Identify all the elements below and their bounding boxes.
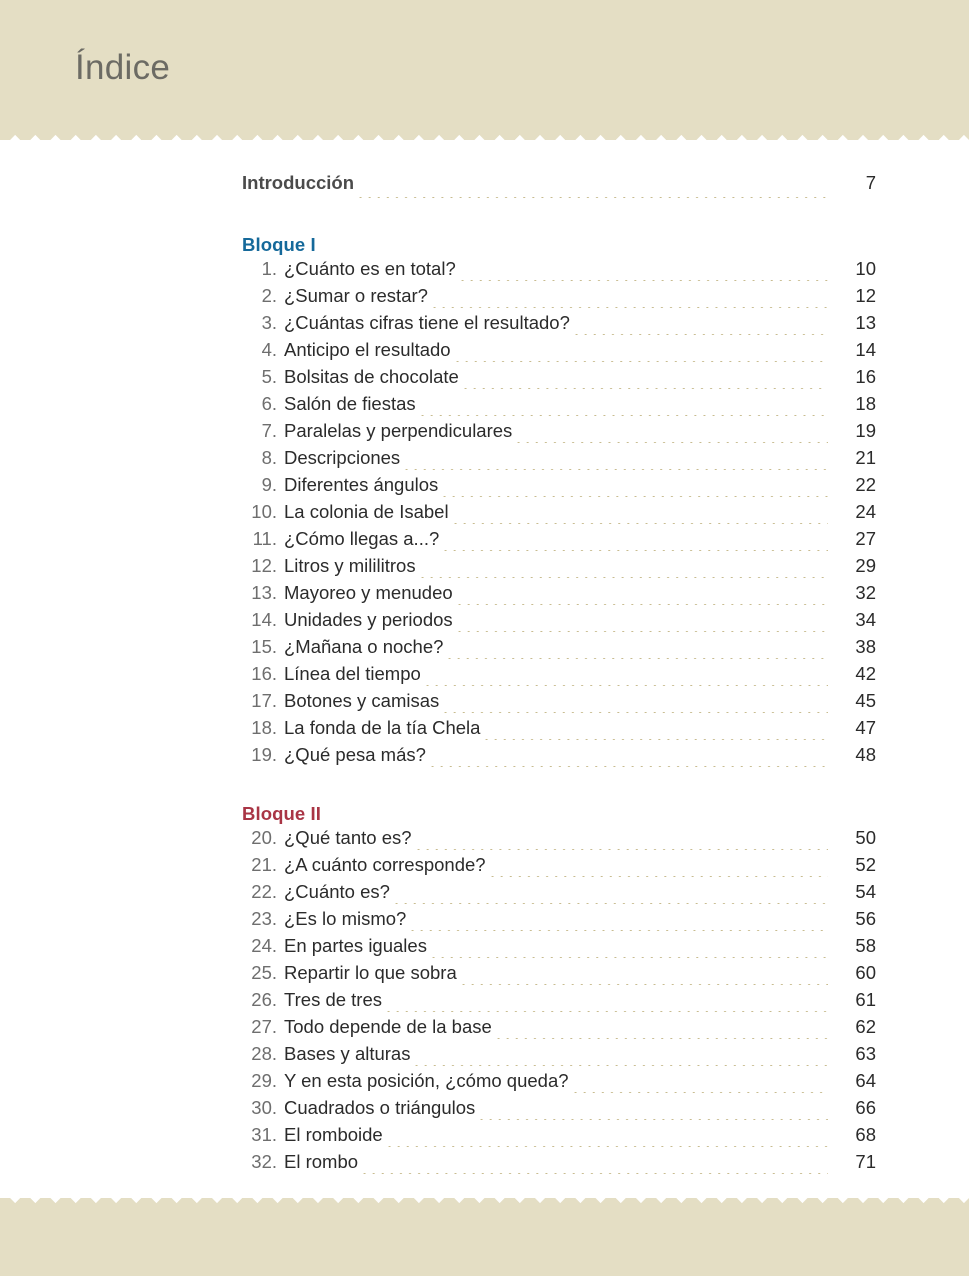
toc-entry-page: 27 [855, 528, 876, 549]
toc-entry-6[interactable] [242, 393, 876, 420]
dot-leader [572, 334, 828, 335]
page-footer-band [0, 1210, 969, 1276]
dot-leader [412, 1065, 828, 1066]
toc-entry-number: 14. [251, 609, 277, 630]
toc-entry-number: 29. [251, 1070, 277, 1091]
toc-entry-number: 12. [251, 555, 277, 576]
section-spacer [242, 771, 876, 800]
dot-leader [488, 876, 828, 877]
toc-entry-title: ¿Cuántas cifras tiene el resultado? [284, 312, 570, 333]
toc-entry-2[interactable] [242, 285, 876, 312]
toc-entry-1[interactable] [242, 258, 876, 285]
toc-entry-page: 60 [855, 962, 876, 983]
toc-entry-number: 5. [261, 366, 277, 387]
toc-entry-number: 26. [251, 989, 277, 1010]
toc-entry-number: 28. [251, 1043, 277, 1064]
toc-entry-title: Y en esta posición, ¿cómo queda? [284, 1070, 569, 1091]
toc-entry-number: 7. [261, 420, 277, 441]
toc-entry-title: Cuadrados o triángulos [284, 1097, 476, 1118]
section-spacer [242, 202, 876, 231]
dot-leader [384, 1011, 828, 1012]
toc-entry-number: 30. [251, 1097, 277, 1118]
toc-entry-title: El rombo [284, 1151, 359, 1172]
toc-entry-number: 13. [251, 582, 277, 603]
toc-entry-20[interactable] [242, 827, 876, 854]
toc-entry-title: Diferentes ángulos [284, 474, 439, 495]
page-title: Índice [75, 48, 171, 87]
toc-entry-title: Botones y camisas [284, 690, 440, 711]
toc-entry-9[interactable] [242, 474, 876, 501]
toc-entry-32[interactable] [242, 1151, 876, 1178]
toc-entry-14[interactable] [242, 609, 876, 636]
toc-entry-number: 27. [251, 1016, 277, 1037]
toc-entry-number: 19. [251, 744, 277, 765]
block-heading-2: Bloque II [242, 803, 322, 824]
dot-leader [445, 658, 828, 659]
dot-leader [402, 469, 828, 470]
dot-leader [440, 496, 828, 497]
toc-entry-number: 32. [251, 1151, 277, 1172]
toc-entry-10[interactable] [242, 501, 876, 528]
toc-entry-page: 61 [855, 989, 876, 1010]
toc-entry-number: 2. [261, 285, 277, 306]
dot-leader [441, 550, 828, 551]
dot-leader [451, 523, 828, 524]
dot-leader [458, 280, 828, 281]
toc-entry-title: Introducción [242, 172, 355, 193]
toc-entry-22[interactable] [242, 881, 876, 908]
dot-leader [418, 415, 828, 416]
toc-entry-page: 47 [855, 717, 876, 738]
toc-entry-title: Bases y alturas [284, 1043, 411, 1064]
toc-entry-page: 62 [855, 1016, 876, 1037]
dot-leader [428, 766, 828, 767]
toc-entry-page: 29 [855, 555, 876, 576]
toc-entry-31[interactable] [242, 1124, 876, 1151]
dot-leader [423, 685, 828, 686]
toc-entry-number: 16. [251, 663, 277, 684]
toc-entry-number: 3. [261, 312, 277, 333]
toc-entry-number: 6. [261, 393, 277, 414]
dot-leader [455, 631, 828, 632]
toc-entry-title: La fonda de la tía Chela [284, 717, 481, 738]
dot-leader [494, 1038, 828, 1039]
toc-entry-page: 42 [855, 663, 876, 684]
toc-entry-30[interactable] [242, 1097, 876, 1124]
toc-entry-number: 25. [251, 962, 277, 983]
toc-entry-page: 7 [865, 172, 876, 193]
dot-leader [453, 361, 828, 362]
toc-entry-number: 17. [251, 690, 277, 711]
toc-entry-number: 15. [251, 636, 277, 657]
toc-entry-introduccion[interactable] [242, 172, 876, 202]
toc-entry-page: 13 [855, 312, 876, 333]
toc-entry-title: Paralelas y perpendiculares [284, 420, 513, 441]
toc-entry-page: 22 [855, 474, 876, 495]
dot-leader [360, 1173, 828, 1174]
toc-entry-18[interactable] [242, 717, 876, 744]
dot-leader [571, 1092, 828, 1093]
toc-entry-11[interactable] [242, 528, 876, 555]
toc-entry-number: 1. [261, 258, 277, 279]
toc-entry-3[interactable] [242, 312, 876, 339]
toc-entry-26[interactable] [242, 989, 876, 1016]
toc-entry-28[interactable] [242, 1043, 876, 1070]
toc-entry-page: 38 [855, 636, 876, 657]
toc-entry-29[interactable] [242, 1070, 876, 1097]
toc-entry-title: ¿Cuánto es? [284, 881, 390, 902]
toc-entry-27[interactable] [242, 1016, 876, 1043]
toc-entry-title: Mayoreo y menudeo [284, 582, 453, 603]
dot-leader [461, 388, 828, 389]
toc-entry-number: 18. [251, 717, 277, 738]
dot-leader [430, 307, 828, 308]
toc-entry-title: ¿Qué pesa más? [284, 744, 426, 765]
dot-leader [482, 739, 828, 740]
footer-zigzag-divider [0, 1198, 969, 1210]
toc-entry-title: ¿Qué tanto es? [284, 827, 412, 848]
toc-entry-number: 22. [251, 881, 277, 902]
toc-entry-title: Tres de tres [284, 989, 383, 1010]
dot-leader [408, 930, 828, 931]
toc-entry-12[interactable] [242, 555, 876, 582]
toc-entry-15[interactable] [242, 636, 876, 663]
toc-entry-title: La colonia de Isabel [284, 501, 449, 522]
header-zigzag-divider [0, 128, 969, 140]
toc-entry-19[interactable] [242, 744, 876, 771]
toc-entry-7[interactable] [242, 420, 876, 447]
toc-entry-title: ¿Sumar o restar? [284, 285, 428, 306]
toc-entry-number: 20. [251, 827, 277, 848]
table-of-contents [242, 172, 876, 1178]
toc-entry-number: 8. [261, 447, 277, 468]
toc-entry-page: 12 [855, 285, 876, 306]
toc-entry-page: 54 [855, 881, 876, 902]
toc-entry-title: Bolsitas de chocolate [284, 366, 459, 387]
toc-entry-page: 14 [855, 339, 876, 360]
toc-entry-title: Todo depende de la base [284, 1016, 492, 1037]
dot-leader [429, 957, 828, 958]
toc-entry-title: ¿Es lo mismo? [284, 908, 407, 929]
block-heading-1: Bloque I [242, 234, 316, 255]
toc-entry-page: 66 [855, 1097, 876, 1118]
toc-entry-8[interactable] [242, 447, 876, 474]
toc-entry-page: 16 [855, 366, 876, 387]
toc-entry-5[interactable] [242, 366, 876, 393]
toc-entry-title: Unidades y periodos [284, 609, 453, 630]
toc-entry-page: 52 [855, 854, 876, 875]
toc-entry-title: El romboide [284, 1124, 383, 1145]
toc-entry-page: 19 [855, 420, 876, 441]
dot-leader [514, 442, 828, 443]
toc-entry-17[interactable] [242, 690, 876, 717]
toc-entry-page: 45 [855, 690, 876, 711]
toc-entry-page: 48 [855, 744, 876, 765]
toc-entry-title: ¿Mañana o noche? [284, 636, 444, 657]
toc-entry-4[interactable] [242, 339, 876, 366]
toc-entry-page: 50 [855, 827, 876, 848]
toc-entry-number: 31. [251, 1124, 277, 1145]
toc-entry-number: 11. [252, 528, 277, 549]
toc-entry-16[interactable] [242, 663, 876, 690]
toc-entry-title: Salón de fiestas [284, 393, 416, 414]
toc-entry-page: 56 [855, 908, 876, 929]
toc-entry-21[interactable] [242, 854, 876, 881]
toc-entry-title: ¿A cuánto corresponde? [284, 854, 486, 875]
dot-leader [418, 577, 828, 578]
dot-leader [455, 604, 828, 605]
toc-entry-page: 71 [855, 1151, 876, 1172]
toc-entry-title: Litros y mililitros [284, 555, 416, 576]
toc-entry-page: 34 [855, 609, 876, 630]
dot-leader [385, 1146, 828, 1147]
toc-entry-13[interactable] [242, 582, 876, 609]
toc-entry-23[interactable] [242, 908, 876, 935]
toc-entry-title: Descripciones [284, 447, 401, 468]
toc-entry-number: 23. [251, 908, 277, 929]
toc-entry-title: Anticipo el resultado [284, 339, 451, 360]
toc-entry-page: 63 [855, 1043, 876, 1064]
dot-leader [392, 903, 828, 904]
toc-entry-title: ¿Cuánto es en total? [284, 258, 456, 279]
toc-entry-title: En partes iguales [284, 935, 427, 956]
toc-entry-page: 24 [855, 501, 876, 522]
toc-entry-page: 64 [855, 1070, 876, 1091]
toc-entry-number: 10. [251, 501, 277, 522]
dot-leader [459, 984, 828, 985]
dot-leader [477, 1119, 828, 1120]
toc-entry-title: ¿Cómo llegas a...? [284, 528, 440, 549]
dot-leader [356, 197, 828, 198]
toc-entry-title: Repartir lo que sobra [284, 962, 457, 983]
toc-entry-page: 10 [855, 258, 876, 279]
toc-entry-page: 68 [855, 1124, 876, 1145]
toc-entry-page: 21 [855, 447, 876, 468]
dot-leader [414, 849, 828, 850]
toc-entry-page: 18 [855, 393, 876, 414]
toc-entry-number: 24. [251, 935, 277, 956]
toc-entry-page: 58 [855, 935, 876, 956]
toc-entry-number: 21. [251, 854, 277, 875]
toc-entry-title: Línea del tiempo [284, 663, 421, 684]
page-header-band [0, 0, 969, 128]
toc-entry-25[interactable] [242, 962, 876, 989]
dot-leader [441, 712, 828, 713]
toc-entry-number: 4. [261, 339, 277, 360]
toc-entry-page: 32 [855, 582, 876, 603]
toc-entry-number: 9. [261, 474, 277, 495]
toc-entry-24[interactable] [242, 935, 876, 962]
